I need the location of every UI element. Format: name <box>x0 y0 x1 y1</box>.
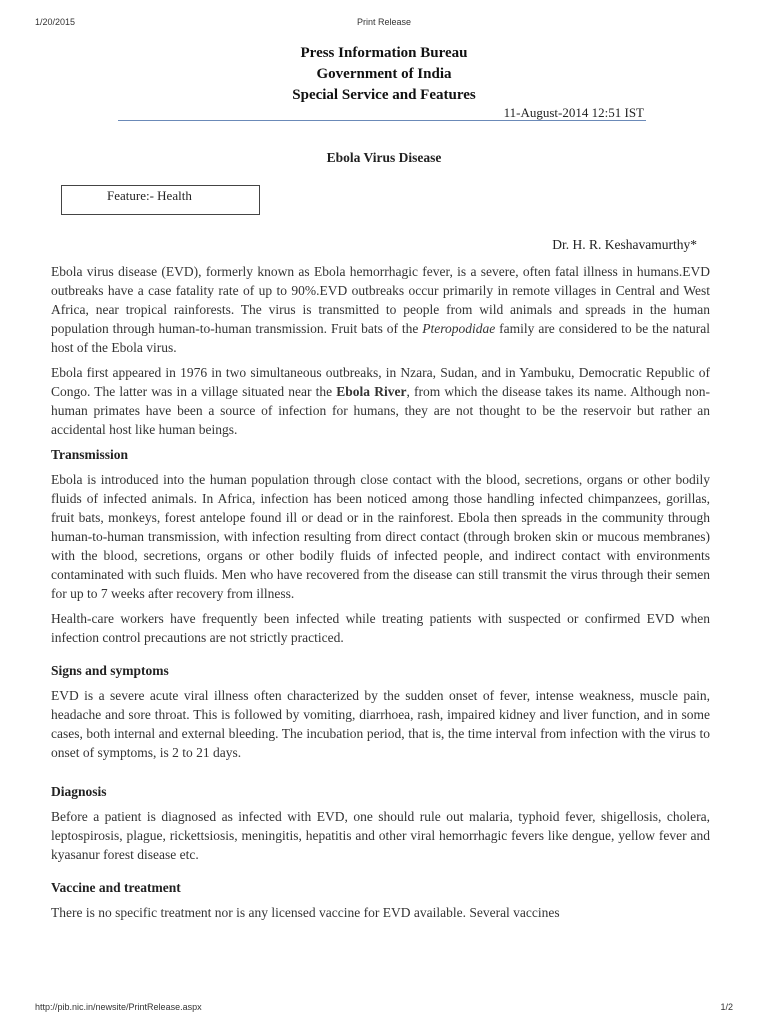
intro-paragraph-2: Ebola first appeared in 1976 in two simultaneous outbreaks, in Nzara, Sudan, and in Yambuku, Democratic Republic of Congo. The latter was in a village situated near the Ebola River, from which the disease takes its name. Although non-human primates have been a source of infection for humans, they are not thought to be the reservoir but rather an accidental host like human beings. <box>51 365 710 437</box>
transmission-paragraph-2: Health-care workers have frequently been infected while treating patients with suspected or confirmed EVD when infection control precautions are not strictly practiced. <box>51 611 710 645</box>
transmission-heading: Transmission <box>51 447 129 462</box>
family-name-italic: Pteropodidae <box>422 321 496 336</box>
release-date: 11-August-2014 12:51 IST <box>503 105 644 120</box>
bureau-name: Press Information Bureau <box>300 45 468 61</box>
page-number: 1/2 <box>720 1002 733 1012</box>
page-title: Ebola Virus Disease <box>326 150 442 165</box>
print-date: 1/20/2015 <box>35 17 76 27</box>
diagnosis-paragraph: Before a patient is diagnosed as infected with EVD, one should rule out malaria, typhoid fever, shigellosis, cholera, leptospirosis, plague, rickettsiosis, meningitis, hepatitis and other viral hemorrhagic fevers like dengue, yellow fever and kyasanur forest disease etc. <box>51 809 710 862</box>
feature-label: Feature:- Health <box>107 188 192 203</box>
river-name-bold: Ebola River <box>336 384 407 399</box>
intro-paragraph-1: Ebola virus disease (EVD), formerly known as Ebola hemorrhagic fever, is a severe, often fatal illness in humans.EVD outbreaks have a case fatality rate of up to 90%.EVD outbreaks occur primarily in remote villages in Central and West Africa, near tropical rainforests. The virus is transmitted to people from wild animals and spreads in the human population through human-to-human transmission. Fruit bats of the Pteropodidae family are considered to be the natural host of the Ebola virus. <box>51 264 710 355</box>
header-divider <box>118 120 646 121</box>
author-name: Dr. H. R. Keshavamurthy* <box>552 237 697 252</box>
feature-box <box>61 185 260 215</box>
vaccine-paragraph: There is no specific treatment nor is any licensed vaccine for EVD available. Several vaccines <box>51 905 560 920</box>
vaccine-heading: Vaccine and treatment <box>51 880 181 895</box>
transmission-paragraph-1: Ebola is introduced into the human population through close contact with the blood, secretions, organs or other bodily fluids of infected animals. In Africa, infection has been noticed among those handling infected chimpanzees, gorillas, fruit bats, monkeys, forest antelope found ill or dead or in the rainforest. Ebola then spreads in the community through human-to-human transmission, with infection resulting from direct contact (through broken skin or mucous membranes) with the blood, secretions, organs or other bodily fluids of infected people, and indirect contact with environments contaminated with such fluids. Men who have recovered from the disease can still transmit the virus through their semen for up to 7 weeks after recovery from illness. <box>51 472 710 601</box>
print-title: Print Release <box>356 17 412 27</box>
bureau-heading <box>0 43 768 106</box>
bureau-government: Government of India <box>316 66 452 82</box>
signs-paragraph: EVD is a severe acute viral illness often characterized by the sudden onset of fever, intense weakness, muscle pain, headache and sore throat. This is followed by vomiting, diarrhoea, rash, impaired kidney and liver function, and in some cases, both internal and external bleeding. The incubation period, that is, the time interval from infection with the virus to onset of symptoms, is 2 to 21 days. <box>51 688 710 760</box>
source-url: http://pib.nic.in/newsite/PrintRelease.aspx <box>35 1002 202 1012</box>
diagnosis-heading: Diagnosis <box>51 784 107 799</box>
signs-heading: Signs and symptoms <box>51 663 169 678</box>
article-body <box>51 262 710 928</box>
bureau-department: Special Service and Features <box>292 87 476 103</box>
